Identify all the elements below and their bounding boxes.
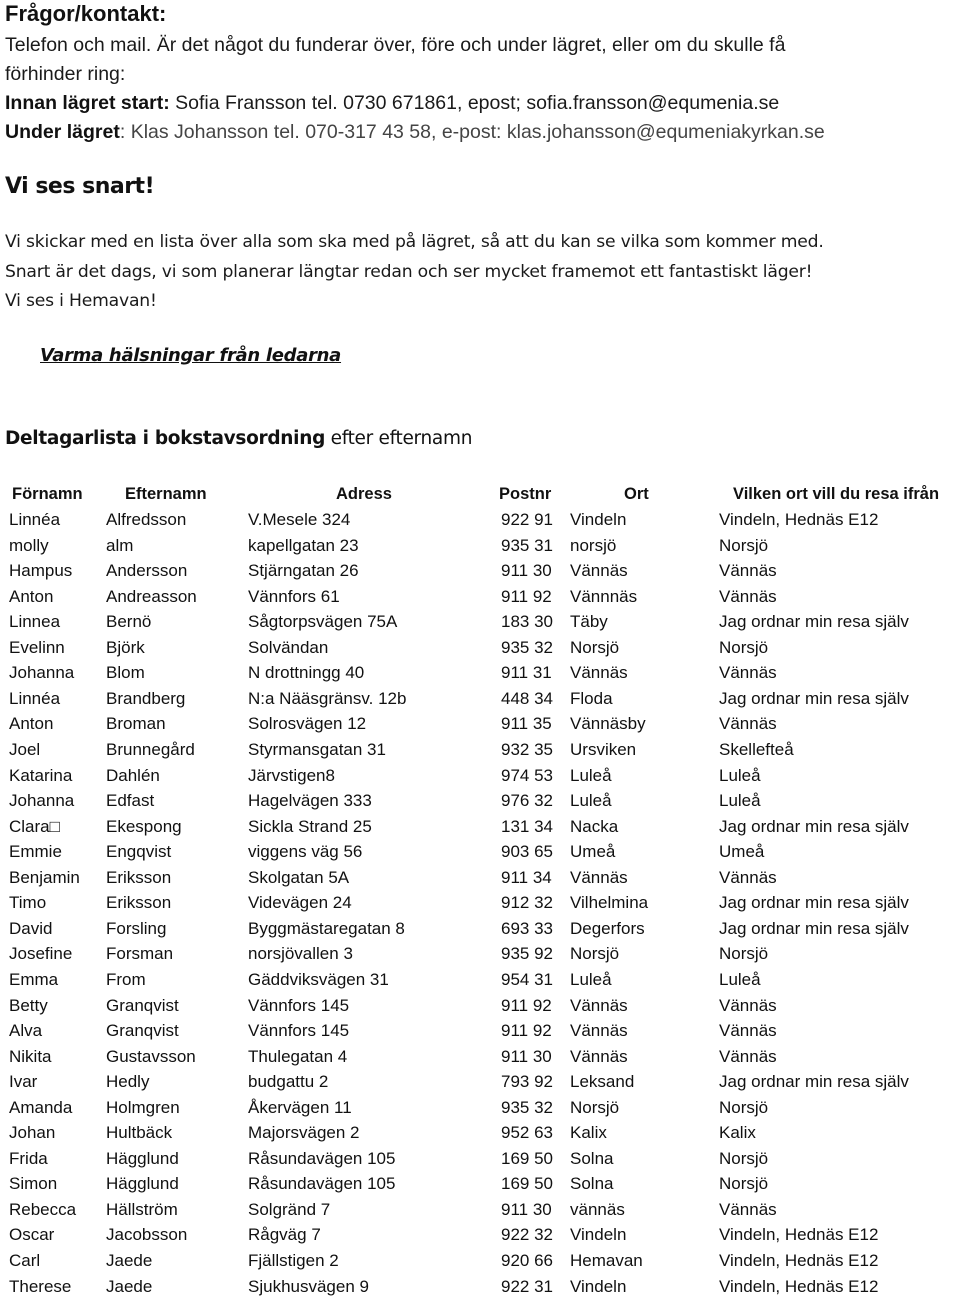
table-row <box>0 1171 960 1196</box>
cell-address: norsjövallen 3 <box>248 944 353 964</box>
table-row <box>0 788 960 813</box>
table-row <box>0 609 960 634</box>
cell-travel-from: Vännäs <box>719 586 777 606</box>
table-row <box>0 993 960 1018</box>
cell-postcode: 131 34 <box>501 816 553 836</box>
cell-postcode: 952 63 <box>501 1123 553 1143</box>
cell-firstname: Benjamin <box>9 867 80 887</box>
table-row <box>0 635 960 660</box>
cell-city: Vännäs <box>570 995 628 1015</box>
table-row <box>0 814 960 839</box>
cell-address: viggens väg 56 <box>248 842 363 862</box>
cell-postcode: 920 66 <box>501 1251 553 1270</box>
contact-during-camp <box>5 121 825 144</box>
list-heading-rest: efter efternamn <box>325 428 473 449</box>
cell-firstname: Johanna <box>9 663 75 683</box>
cell-address: Vännfors 145 <box>248 995 350 1015</box>
table-row <box>0 584 960 609</box>
table-row <box>0 1095 960 1120</box>
cell-lastname: Granqvist <box>106 995 179 1015</box>
cell-lastname: Ekespong <box>106 816 182 836</box>
cell-travel-from: Vännäs <box>719 1199 777 1219</box>
cell-lastname: Andersson <box>106 561 188 581</box>
cell-lastname: Granqvist <box>106 1021 179 1040</box>
cell-firstname: Josefine <box>9 944 73 964</box>
cell-firstname: Therese <box>9 1276 72 1296</box>
cell-address: Solgränd 7 <box>248 1199 331 1219</box>
cell-postcode: 911 30 <box>501 1046 552 1066</box>
cell-address: Sjukhusvägen 9 <box>248 1276 369 1296</box>
cell-postcode: 935 32 <box>501 637 553 657</box>
cell-firstname: Katarina <box>9 765 73 785</box>
cell-address: N:a Nääsgränsv. 12b <box>248 688 407 708</box>
table-row <box>0 1248 960 1273</box>
cell-travel-from: Umeå <box>719 842 765 862</box>
cell-postcode: 911 30 <box>501 561 552 581</box>
cell-postcode: 793 92 <box>501 1072 553 1092</box>
cell-firstname: Anton <box>9 714 54 734</box>
contact-line-2: förhinder ring: <box>5 63 126 85</box>
cell-postcode: 911 31 <box>501 663 552 683</box>
cell-city: Floda <box>570 688 613 708</box>
cell-address: Thulegatan 4 <box>248 1046 348 1066</box>
cell-travel-from: Jag ordnar min resa själv <box>719 688 909 708</box>
cell-firstname: Amanda <box>9 1097 73 1117</box>
cell-firstname: molly <box>9 535 49 555</box>
cell-address: Järvstigen8 <box>248 765 335 785</box>
cell-address: Vännfors 61 <box>248 586 340 606</box>
cell-postcode: 974 53 <box>501 765 553 785</box>
cell-postcode: 911 35 <box>501 714 552 734</box>
cell-address: Skolgatan 5A <box>248 867 350 887</box>
cell-city: Norsjö <box>570 637 620 657</box>
table-row <box>0 916 960 941</box>
cell-postcode: 183 30 <box>501 612 553 632</box>
cell-postcode: 448 34 <box>501 688 553 708</box>
cell-postcode: 169 50 <box>501 1174 553 1194</box>
cell-firstname: Ivar <box>9 1072 38 1092</box>
cell-city: Nacka <box>570 816 619 836</box>
cell-postcode: 911 30 <box>501 1199 552 1219</box>
cell-city: Luleå <box>570 765 612 785</box>
cell-city: Luleå <box>570 791 612 810</box>
cell-travel-from: Skellefteå <box>719 740 794 759</box>
cell-firstname: Anton <box>9 586 54 606</box>
cell-city: Vilhelmina <box>570 893 649 913</box>
cell-city: vännäs <box>570 1199 625 1219</box>
cell-firstname: Emma <box>9 969 59 989</box>
cell-firstname: Joel <box>9 740 41 759</box>
cell-lastname: Bernö <box>106 612 152 632</box>
cell-lastname: Holmgren <box>106 1097 180 1117</box>
cell-firstname: Emmie <box>9 842 62 862</box>
cell-city: Vännäs <box>570 1046 628 1066</box>
cell-city: Vindeln <box>570 1276 627 1296</box>
cell-travel-from: Vindeln, Hednäs E12 <box>719 1251 879 1270</box>
cell-firstname: Clara□ <box>9 816 60 836</box>
cell-city: Norsjö <box>570 944 620 964</box>
cell-travel-from: Jag ordnar min resa själv <box>719 1072 909 1092</box>
cell-city: Vindeln <box>570 1225 627 1245</box>
cell-address: Videvägen 24 <box>248 893 352 913</box>
cell-address: Hagelvägen 333 <box>248 791 372 810</box>
cell-city: Umeå <box>570 842 616 862</box>
table-row <box>0 763 960 788</box>
table-row <box>0 1222 960 1247</box>
table-row <box>0 1120 960 1145</box>
during-camp-text: : Klas Johansson tel. 070-317 43 58, e-post: klas.johansson@equmeniakyrkan.se <box>119 121 825 143</box>
cell-city: Kalix <box>570 1123 607 1143</box>
cell-firstname: Nikita <box>9 1046 52 1066</box>
cell-travel-from: Vännäs <box>719 714 777 734</box>
cell-firstname: Timo <box>9 893 47 913</box>
cell-lastname: Forsling <box>106 918 167 938</box>
cell-city: Täby <box>570 612 608 632</box>
header-city: Ort <box>624 485 649 503</box>
cell-address: Sickla Strand 25 <box>248 816 372 836</box>
cell-city: Luleå <box>570 969 612 989</box>
cell-city: Solna <box>570 1174 614 1194</box>
cell-firstname: Frida <box>9 1148 48 1168</box>
cell-lastname: Jaede <box>106 1251 153 1270</box>
cell-lastname: Gustavsson <box>106 1046 196 1066</box>
table-row <box>0 1274 960 1299</box>
cell-travel-from: Norsjö <box>719 1148 769 1168</box>
cell-travel-from: Vännäs <box>719 867 777 887</box>
cell-postcode: 932 35 <box>501 740 553 759</box>
cell-travel-from: Vännäs <box>719 1021 777 1040</box>
cell-travel-from: Kalix <box>719 1123 756 1143</box>
cell-lastname: Hällström <box>106 1199 178 1219</box>
cell-travel-from: Norsjö <box>719 637 769 657</box>
cell-travel-from: Vindeln, Hednäs E12 <box>719 1276 879 1296</box>
table-row <box>0 890 960 915</box>
cell-postcode: 922 91 <box>501 510 553 529</box>
cell-address: N drottningg 40 <box>248 663 365 683</box>
cell-travel-from: Vännäs <box>719 995 777 1015</box>
cell-postcode: 911 34 <box>501 867 552 887</box>
cell-postcode: 935 92 <box>501 944 553 964</box>
cell-travel-from: Norsjö <box>719 535 769 555</box>
cell-firstname: Carl <box>9 1251 41 1270</box>
cell-address: Styrmansgatan 31 <box>248 740 386 759</box>
contact-heading: Frågor/kontakt: <box>5 1 167 26</box>
cell-postcode: 922 32 <box>501 1225 553 1245</box>
cell-postcode: 693 33 <box>501 918 553 938</box>
cell-lastname: Blom <box>106 663 145 683</box>
cell-firstname: Linnea <box>9 612 61 632</box>
cell-address: Åkervägen 11 <box>248 1097 352 1117</box>
cell-firstname: Linnéa <box>9 510 61 529</box>
cell-address: Fjällstigen 2 <box>248 1251 339 1270</box>
table-row <box>0 1069 960 1094</box>
list-heading-bold: Deltagarlista i bokstavsordning <box>5 428 326 449</box>
cell-lastname: Eriksson <box>106 867 172 887</box>
cell-address: Rågväg 7 <box>248 1225 321 1245</box>
header-firstname: Förnamn <box>12 485 83 503</box>
cell-address: V.Mesele 324 <box>248 510 351 529</box>
cell-lastname: Björk <box>106 637 145 657</box>
header-postcode: Postnr <box>499 485 552 503</box>
cell-lastname: Dahlén <box>106 765 160 785</box>
during-camp-label: Under lägret <box>5 121 120 143</box>
cell-travel-from: Jag ordnar min resa själv <box>719 612 909 632</box>
cell-firstname: Johanna <box>9 791 75 810</box>
cell-lastname: Brandberg <box>106 688 186 708</box>
table-row <box>0 1018 960 1043</box>
table-row <box>0 839 960 864</box>
cell-travel-from: Vännäs <box>719 1046 777 1066</box>
cell-address: Råsundavägen 105 <box>248 1148 396 1168</box>
header-lastname: Efternamn <box>125 485 207 503</box>
contact-line-1: Telefon och mail. Är det något du funderar över, före och under lägret, eller om du skulle få <box>5 34 786 56</box>
cell-lastname: Engqvist <box>106 842 172 862</box>
table-row <box>0 1197 960 1222</box>
cell-lastname: Eriksson <box>106 893 172 913</box>
cell-postcode: 903 65 <box>501 842 553 862</box>
cell-city: Vännnäs <box>570 586 638 606</box>
table-row <box>0 737 960 762</box>
before-camp-label: Innan lägret start: <box>5 92 170 114</box>
table-row <box>0 533 960 558</box>
table-row <box>0 711 960 736</box>
cell-address: Solrosvägen 12 <box>248 714 367 734</box>
cell-address: Gäddviksvägen 31 <box>248 969 389 989</box>
cell-travel-from: Norsjö <box>719 944 769 964</box>
farewell-line-3: Vi ses i Hemavan! <box>5 291 157 311</box>
farewell-line-1: Vi skickar med en lista över alla som ska med på lägret, så att du kan se vilka som kommer med. <box>5 232 824 252</box>
cell-city: Degerfors <box>570 918 645 938</box>
cell-travel-from: Jag ordnar min resa själv <box>719 918 909 938</box>
farewell-line-2: Snart är det dags, vi som planerar längtar redan och ser mycket framemot ett fantastiskt läger! <box>5 262 813 282</box>
cell-firstname: Linnéa <box>9 688 61 708</box>
cell-lastname: Broman <box>106 714 166 734</box>
cell-postcode: 911 92 <box>501 1021 552 1040</box>
farewell-heading: Vi ses snart! <box>5 174 155 199</box>
cell-postcode: 911 92 <box>501 586 552 606</box>
cell-city: Vännäs <box>570 663 628 683</box>
table-row <box>0 507 960 532</box>
cell-firstname: Simon <box>9 1174 58 1194</box>
cell-address: Råsundavägen 105 <box>248 1174 396 1194</box>
cell-postcode: 169 50 <box>501 1148 553 1168</box>
cell-postcode: 935 31 <box>501 535 553 555</box>
cell-lastname: Hultbäck <box>106 1123 173 1143</box>
cell-travel-from: Vännäs <box>719 561 777 581</box>
cell-address: Majorsvägen 2 <box>248 1123 360 1143</box>
cell-postcode: 954 31 <box>501 969 553 989</box>
contact-before-camp <box>5 92 779 115</box>
leaders-greeting: Varma hälsningar från ledarna <box>40 345 342 366</box>
table-row <box>0 1146 960 1171</box>
cell-travel-from: Vindeln, Hednäs E12 <box>719 1225 879 1245</box>
cell-postcode: 922 31 <box>501 1276 553 1296</box>
cell-address: Sågtorpsvägen 75A <box>248 612 398 632</box>
cell-travel-from: Vindeln, Hednäs E12 <box>719 510 879 529</box>
cell-city: Vännäsby <box>570 714 646 734</box>
cell-lastname: Edfast <box>106 791 155 810</box>
cell-firstname: Johan <box>9 1123 56 1143</box>
header-travel-from: Vilken ort vill du resa ifrån <box>733 485 940 503</box>
cell-firstname: Alva <box>9 1021 43 1040</box>
header-address: Adress <box>336 485 392 503</box>
cell-city: Leksand <box>570 1072 635 1092</box>
cell-address: Stjärngatan 26 <box>248 561 359 581</box>
cell-travel-from: Jag ordnar min resa själv <box>719 893 909 913</box>
cell-lastname: Hedly <box>106 1072 150 1092</box>
cell-lastname: Brunnegård <box>106 740 195 759</box>
cell-lastname: Alfredsson <box>106 510 187 529</box>
table-row <box>0 865 960 890</box>
before-camp-text: Sofia Fransson tel. 0730 671861, epost; sofia.fransson@equmenia.se <box>169 92 780 114</box>
cell-postcode: 912 32 <box>501 893 553 913</box>
cell-firstname: Evelinn <box>9 637 65 657</box>
cell-lastname: Forsman <box>106 944 174 964</box>
cell-city: Vännäs <box>570 867 628 887</box>
cell-travel-from: Luleå <box>719 969 761 989</box>
cell-address: Solvändan <box>248 637 329 657</box>
cell-address: kapellgatan 23 <box>248 535 359 555</box>
cell-firstname: Oscar <box>9 1225 55 1245</box>
cell-city: Hemavan <box>570 1251 643 1270</box>
cell-lastname: Andreasson <box>106 586 197 606</box>
cell-postcode: 935 32 <box>501 1097 553 1117</box>
cell-city: norsjö <box>570 535 617 555</box>
cell-lastname: Hägglund <box>106 1174 179 1194</box>
table-row <box>0 558 960 583</box>
cell-travel-from: Luleå <box>719 765 761 785</box>
cell-city: Norsjö <box>570 1097 620 1117</box>
table-row <box>0 660 960 685</box>
cell-travel-from: Norsjö <box>719 1174 769 1194</box>
cell-travel-from: Luleå <box>719 791 761 810</box>
cell-lastname: From <box>106 969 146 989</box>
table-row <box>0 941 960 966</box>
cell-address: budgattu 2 <box>248 1072 329 1092</box>
table-row <box>0 1044 960 1069</box>
cell-firstname: David <box>9 918 53 938</box>
participant-list-heading <box>5 428 472 449</box>
cell-city: Vännäs <box>570 561 628 581</box>
cell-address: Byggmästaregatan 8 <box>248 918 405 938</box>
cell-travel-from: Vännäs <box>719 663 777 683</box>
cell-lastname: alm <box>106 535 134 555</box>
cell-city: Vännäs <box>570 1021 628 1040</box>
cell-firstname: Betty <box>9 995 48 1015</box>
table-row <box>0 686 960 711</box>
cell-address: Vännfors 145 <box>248 1021 350 1040</box>
cell-firstname: Rebecca <box>9 1199 77 1219</box>
cell-firstname: Hampus <box>9 561 73 581</box>
cell-city: Vindeln <box>570 510 627 529</box>
cell-travel-from: Norsjö <box>719 1097 769 1117</box>
cell-lastname: Jaede <box>106 1276 153 1296</box>
cell-postcode: 911 92 <box>501 995 552 1015</box>
cell-lastname: Jacobsson <box>106 1225 188 1245</box>
table-row <box>0 967 960 992</box>
cell-postcode: 976 32 <box>501 791 553 810</box>
cell-travel-from: Jag ordnar min resa själv <box>719 816 909 836</box>
cell-city: Solna <box>570 1148 614 1168</box>
cell-city: Ursviken <box>570 740 637 759</box>
cell-lastname: Hägglund <box>106 1148 179 1168</box>
